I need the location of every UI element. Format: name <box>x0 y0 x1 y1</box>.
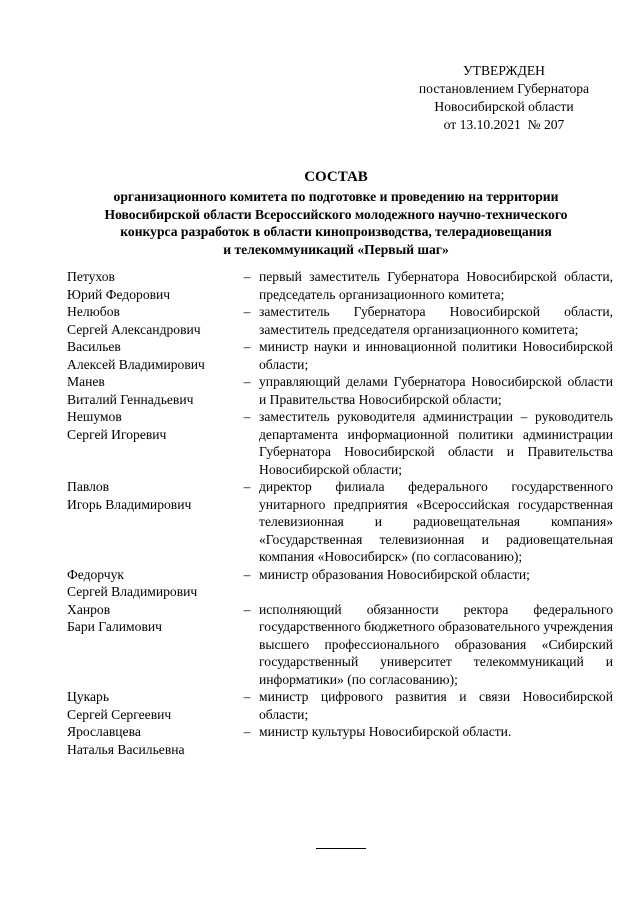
member-role: заместитель руководителя администрации – руководитель департамента информационной политики администрации Губернатора Новосибирской области и Правительства Новосибирской области; <box>259 409 613 477</box>
member-row <box>67 723 613 758</box>
member-surname: Нелюбов <box>67 304 120 319</box>
dash-separator: – <box>243 304 251 319</box>
member-role: исполняющий обязанности ректора федерального государственного бюджетного образовательного учреждения высшего профессионального образования «Сибирский государственный университет телекоммуникаций и информатики» (по согласованию); <box>259 601 613 687</box>
approval-decree: постановлением Губернатора <box>418 81 590 96</box>
member-name <box>67 338 235 373</box>
member-row <box>67 566 613 601</box>
member-role: министр науки и инновационной политики Новосибирской области; <box>259 339 613 372</box>
approval-date-number: от 13.10.2021 № 207 <box>443 117 565 132</box>
member-name <box>67 373 235 408</box>
title-line-3: конкурса разработок в области кинопроизводства, телерадиовещания <box>120 224 552 239</box>
member-row <box>67 303 613 338</box>
member-given-name: Алексей Владимирович <box>67 356 205 372</box>
member-surname: Петухов <box>67 269 115 284</box>
member-row <box>67 373 613 408</box>
member-surname: Манев <box>67 374 105 389</box>
member-row <box>67 408 613 478</box>
member-name <box>67 478 235 566</box>
dash-separator: – <box>243 374 251 389</box>
title-line-4: и телекоммуникаций «Первый шаг» <box>223 241 449 257</box>
member-surname: Павлов <box>67 479 110 494</box>
dash-separator: – <box>243 339 251 354</box>
member-role: директор филиала федерального государственного унитарного предприятия «Всероссийская государственная телевизионная и радиовещательная компания» «Государственная телевизионная и радиовещательная компания «Новосибирск» (по согласованию); <box>259 479 613 564</box>
member-row <box>67 338 613 373</box>
document-title <box>60 167 612 258</box>
member-given-name: Игорь Владимирович <box>67 496 192 512</box>
end-divider <box>316 848 366 849</box>
title-line-1: организационного комитета по подготовке и проведению на территории <box>113 189 559 204</box>
member-name <box>67 566 235 601</box>
member-surname: Федорчук <box>67 566 125 582</box>
member-role: первый заместитель Губернатора Новосибирской области, председатель организационного комитета; <box>259 269 613 302</box>
member-row <box>67 601 613 689</box>
member-role: министр цифрового развития и связи Новосибирской области; <box>259 689 613 722</box>
member-given-name: Виталий Геннадьевич <box>67 391 194 407</box>
dash-separator: – <box>243 689 251 704</box>
member-role: министр образования Новосибирской области; <box>259 566 530 582</box>
member-given-name: Сергей Игоревич <box>67 426 167 442</box>
approval-stamp <box>395 62 613 134</box>
approval-region: Новосибирской области <box>434 99 574 114</box>
member-row <box>67 478 613 566</box>
member-name <box>67 601 235 689</box>
member-given-name: Бари Галимович <box>67 619 162 634</box>
member-given-name: Сергей Александрович <box>67 321 201 337</box>
dash-separator: – <box>243 269 251 284</box>
member-row <box>67 268 613 303</box>
member-given-name: Наталья Васильевна <box>67 741 185 757</box>
member-name <box>67 723 235 758</box>
member-surname: Ханров <box>67 601 111 617</box>
dash-separator: – <box>243 601 251 617</box>
dash-separator: – <box>243 409 251 424</box>
member-surname: Ярославцева <box>67 724 141 739</box>
members-list <box>67 268 613 758</box>
member-given-name: Сергей Сергеевич <box>67 706 172 722</box>
member-name <box>67 268 235 303</box>
member-given-name: Юрий Федорович <box>67 286 171 302</box>
member-given-name: Сергей Владимирович <box>67 584 198 599</box>
title-main: СОСТАВ <box>304 169 368 185</box>
dash-separator: – <box>243 566 251 582</box>
member-role: министр культуры Новосибирской области. <box>259 724 512 739</box>
approval-heading: УТВЕРЖДЕН <box>463 63 545 78</box>
member-name <box>67 688 235 723</box>
member-surname: Цукарь <box>67 689 110 704</box>
member-role: управляющий делами Губернатора Новосибирской области и Правительства Новосибирской области; <box>259 374 613 407</box>
dash-separator: – <box>243 479 251 494</box>
member-name <box>67 408 235 478</box>
dash-separator: – <box>243 724 251 739</box>
member-surname: Васильев <box>67 339 121 354</box>
member-surname: Нешумов <box>67 409 122 424</box>
member-row <box>67 688 613 723</box>
member-name <box>67 303 235 338</box>
title-line-2: Новосибирской области Всероссийского молодежного научно-технического <box>104 206 568 222</box>
member-role: заместитель Губернатора Новосибирской области, заместитель председателя организационного комитета; <box>259 304 613 337</box>
